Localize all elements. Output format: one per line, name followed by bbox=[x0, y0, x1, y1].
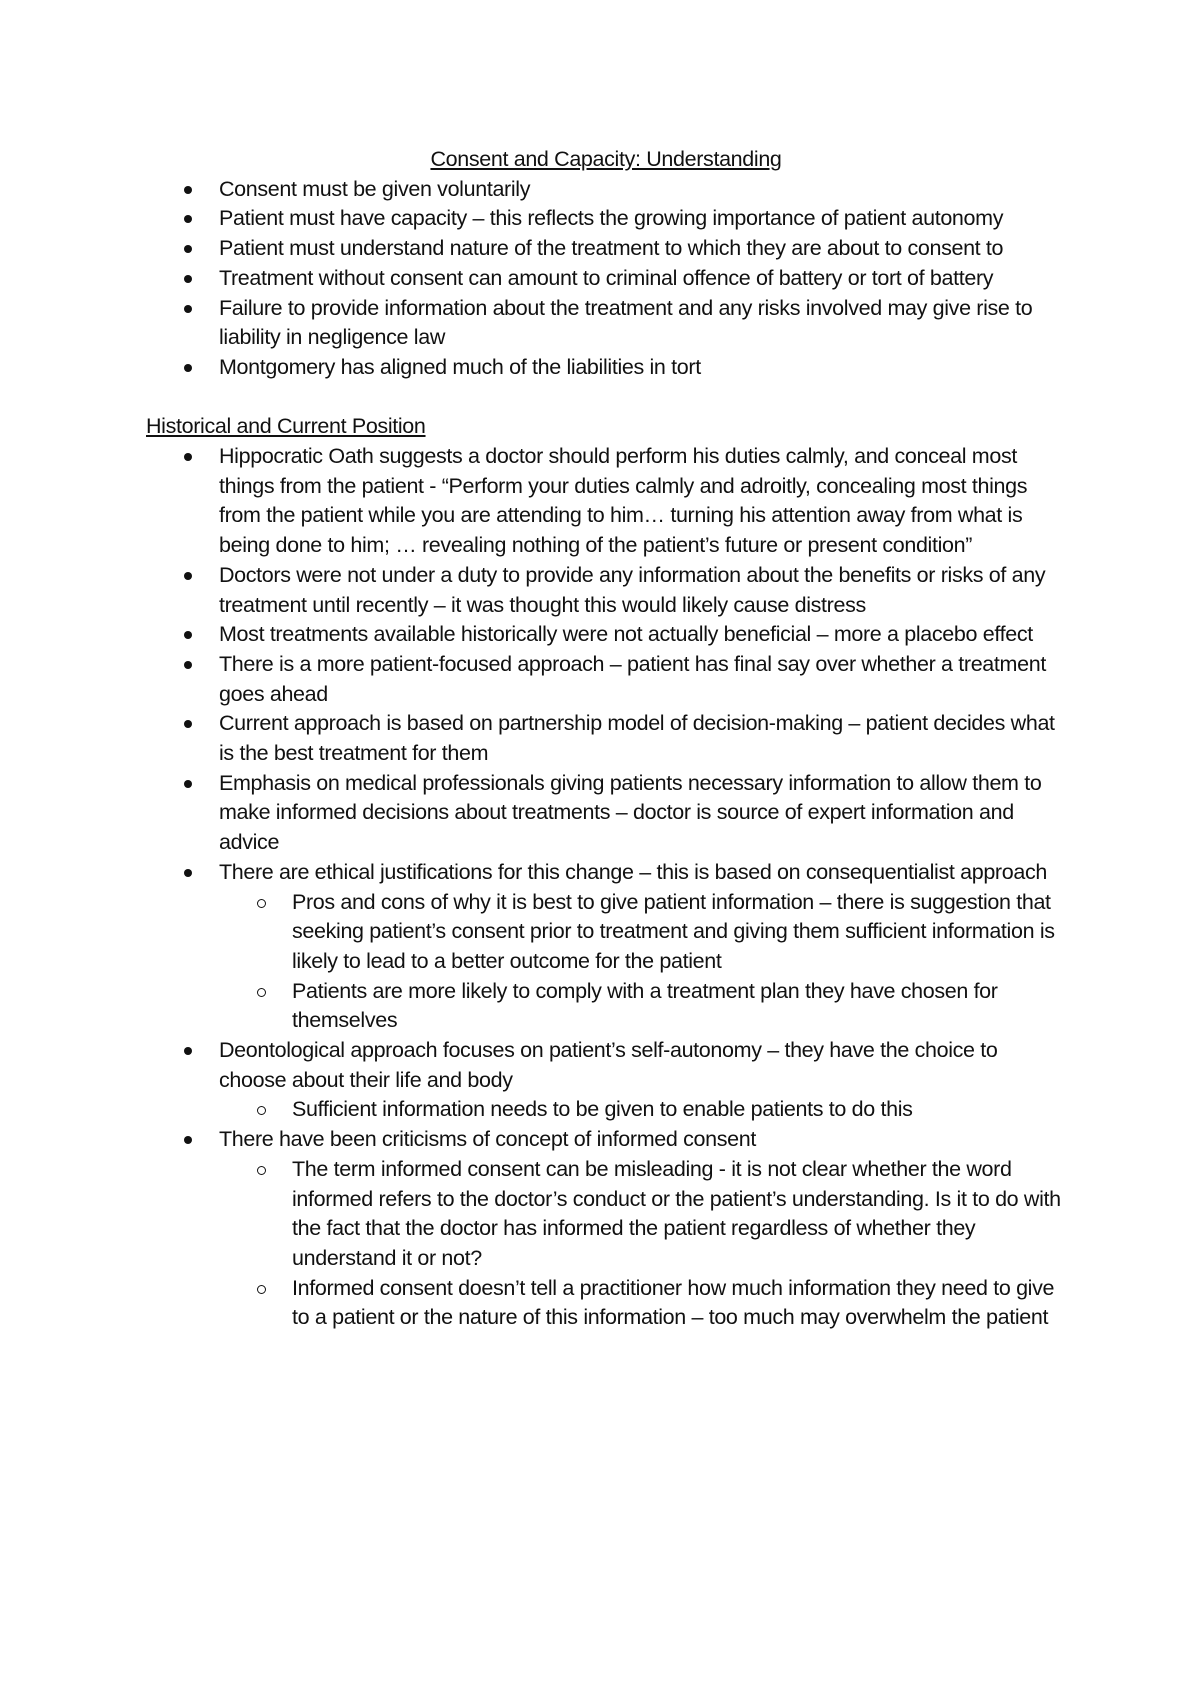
section-bullet-list bbox=[146, 442, 1066, 1333]
list-item: There have been criticisms of concept of informed consent bbox=[146, 1125, 1066, 1155]
list-item: Treatment without consent can amount to criminal offence of battery or tort of battery bbox=[146, 264, 1066, 294]
sub-list-item: Sufficient information needs to be given to enable patients to do this bbox=[146, 1095, 1066, 1125]
list-item: There is a more patient-focused approach – patient has final say over whether a treatment goes ahead bbox=[146, 650, 1066, 709]
sub-list-item: The term informed consent can be misleading - it is not clear whether the word informed refers to the doctor’s conduct or the patient’s understanding. Is it to do with the fact that the doctor has informed the patient regardless of whether they understand it or not? bbox=[146, 1155, 1066, 1274]
intro-bullet-list bbox=[146, 175, 1066, 383]
list-item: Patient must have capacity – this reflects the growing importance of patient autonomy bbox=[146, 204, 1066, 234]
list-item: There are ethical justifications for this change – this is based on consequentialist approach bbox=[146, 858, 1066, 888]
list-item: Current approach is based on partnership model of decision-making – patient decides what is the best treatment for them bbox=[146, 709, 1066, 768]
list-item: Emphasis on medical professionals giving patients necessary information to allow them to make informed decisions about treatments – doctor is source of expert information and advice bbox=[146, 769, 1066, 858]
list-item: Failure to provide information about the treatment and any risks involved may give rise to liability in negligence law bbox=[146, 294, 1066, 353]
list-item: Consent must be given voluntarily bbox=[146, 175, 1066, 205]
list-item: Deontological approach focuses on patient’s self-autonomy – they have the choice to choose about their life and body bbox=[146, 1036, 1066, 1095]
section-heading: Historical and Current Position bbox=[146, 414, 426, 439]
list-item: Doctors were not under a duty to provide any information about the benefits or risks of any treatment until recently – it was thought this would likely cause distress bbox=[146, 561, 1066, 620]
sub-list-item: Pros and cons of why it is best to give patient information – there is suggestion that seeking patient’s consent prior to treatment and giving them sufficient information is likely to lead to a better outcome for the patient bbox=[146, 888, 1066, 977]
page-title: Consent and Capacity: Understanding bbox=[430, 147, 782, 171]
list-item: Montgomery has aligned much of the liabilities in tort bbox=[146, 353, 1066, 383]
document-body bbox=[146, 145, 1066, 1333]
sub-list-item: Informed consent doesn’t tell a practitioner how much information they need to give to a patient or the nature of this information – too much may overwhelm the patient bbox=[146, 1274, 1066, 1333]
list-item: Patient must understand nature of the treatment to which they are about to consent to bbox=[146, 234, 1066, 264]
list-item: Most treatments available historically were not actually beneficial – more a placebo effect bbox=[146, 620, 1066, 650]
list-item: Hippocratic Oath suggests a doctor should perform his duties calmly, and conceal most things from the patient - “Perform your duties calmly and adroitly, concealing most things from the patient while you are attending to him… turning his attention away from what is being done to him; … revealing nothing of the patient’s future or present condition” bbox=[146, 442, 1066, 561]
sub-list-item: Patients are more likely to comply with a treatment plan they have chosen for themselves bbox=[146, 977, 1066, 1036]
